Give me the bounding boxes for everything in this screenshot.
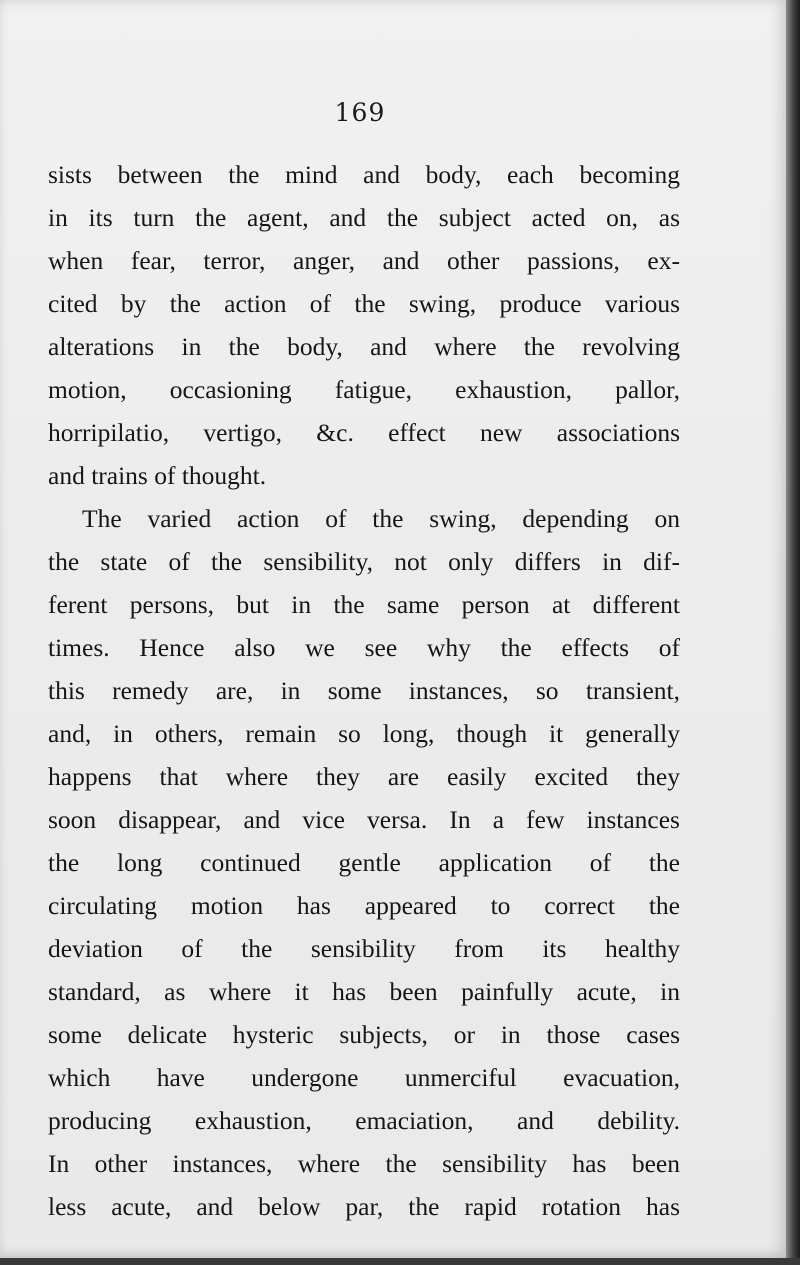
text-line: In other instances, where the sensibility has been [48,1149,680,1178]
text-line: cited by the action of the swing, produce various [48,289,680,318]
text-line: less acute, and below par, the rapid rotation has [48,1192,680,1221]
text-line: standard, as where it has been painfully acute, in [48,977,680,1006]
text-line: and, in others, remain so long, though it generally [48,719,680,748]
text-line: horripilatio, vertigo, &c. effect new associations [48,418,680,447]
text-line: times. Hence also we see why the effects of [48,633,680,662]
text-line: when fear, terror, anger, and other passions, ex- [48,246,680,275]
text-line: ferent persons, but in the same person at different [48,590,680,619]
body-text [48,153,680,1228]
text-line: soon disappear, and vice versa. In a few instances [48,805,680,834]
text-line: this remedy are, in some instances, so transient, [48,676,680,705]
text-line: producing exhaustion, emaciation, and debility. [48,1106,680,1135]
text-line: deviation of the sensibility from its healthy [48,934,680,963]
text-line: which have undergone unmerciful evacuation, [48,1063,680,1092]
text-line: the long continued gentle application of the [48,848,680,877]
page-bottom-edge [0,1258,800,1265]
text-line: sists between the mind and body, each becoming [48,160,680,189]
page-right-edge [786,0,800,1265]
text-line: in its turn the agent, and the subject acted on, as [48,203,680,232]
paragraph-start-line: The varied action of the swing, depending on [82,504,680,533]
text-line: some delicate hysteric subjects, or in those cases [48,1020,680,1049]
text-line: happens that where they are easily excited they [48,762,680,791]
text-line: motion, occasioning fatigue, exhaustion, pallor, [48,375,680,404]
page-number: 169 [334,98,386,127]
text-line: alterations in the body, and where the revolving [48,332,680,361]
text-line: the state of the sensibility, not only differs in dif- [48,547,680,576]
text-line: and trains of thought. [48,461,267,490]
text-line: circulating motion has appeared to correct the [48,891,680,920]
